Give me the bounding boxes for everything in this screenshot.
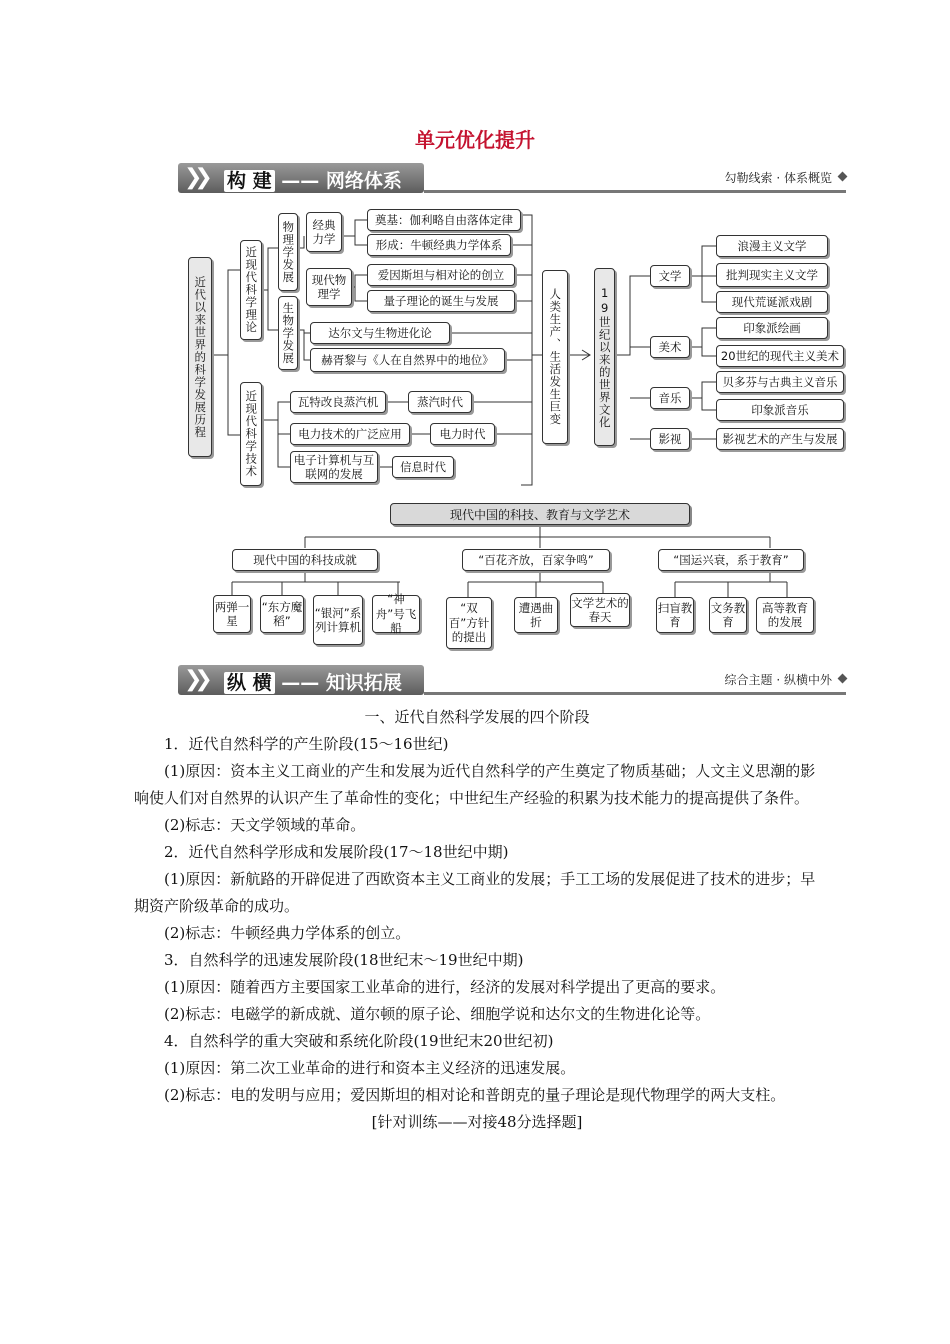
map-root-science-history: 近代以来世界的科学发展历程: [188, 257, 212, 457]
map-leaf-absurd-drama: 现代荒诞派戏剧: [716, 291, 828, 313]
map2-leaf-literacy: 扫盲教育: [656, 597, 694, 633]
page-title: 单元优化提升: [415, 128, 535, 152]
banner-lead: 构 建: [224, 170, 275, 192]
map2-leaf-magic-rice: “东方魔稻”: [260, 595, 304, 633]
double-chevron-icon: ❯❯: [184, 165, 205, 190]
map-leaf-electric-age: 电力时代: [430, 423, 495, 445]
map-node-modern-physics: 现代物理学: [306, 268, 352, 306]
banner-rest: —— 网络体系: [281, 170, 402, 192]
body-text: [134, 704, 820, 1136]
diamond-icon: [838, 674, 848, 684]
map-leaf-darwin: 达尔文与生物进化论: [310, 322, 450, 344]
map-leaf-romanticism: 浪漫主义文学: [716, 235, 828, 257]
map-node-classical-mechanics: 经典力学: [306, 212, 342, 252]
stage-2-sign: (2)标志：牛顿经典力学体系的创立。: [164, 924, 411, 942]
stage-1-title: 1．近代自然科学的产生阶段(15～16世纪): [164, 735, 449, 753]
map-node-modern-tech: 近现代科学技术: [240, 382, 262, 486]
stage-3-sign: (2)标志：电磁学的新成就、道尔顿的原子论、细胞学说和达尔文的生物进化论等。: [164, 1005, 711, 1023]
map-leaf-beethoven: 贝多芬与古典主义音乐: [716, 371, 844, 393]
map-leaf-steam-age: 蒸汽时代: [408, 391, 472, 413]
map-node-life-change: 人类生产、生活发生巨变: [542, 270, 568, 444]
banner-rest: —— 知识拓展: [281, 672, 402, 694]
map-leaf-watt: 瓦特改良蒸汽机: [290, 391, 386, 413]
map-leaf-info-age: 信息时代: [392, 456, 454, 478]
stage-4-cause: (1)原因：第二次工业革命的进行和资本主义经济的迅速发展。: [164, 1059, 576, 1077]
map2-leaf-yinhe-computer: “银河”系列计算机: [313, 595, 363, 645]
map-leaf-huxley: 赫胥黎与《人在自然界中的地位》: [310, 348, 505, 372]
map-node-modern-theory: 近现代科学理论: [240, 240, 262, 340]
map-leaf-computer-internet: 电子计算机与互联网的发展: [290, 451, 378, 483]
map-node-world-culture: 19世纪以来的世界文化: [594, 268, 615, 446]
map-leaf-realism: 批判现实主义文学: [716, 263, 828, 287]
map2-leaf-setbacks: 遭遇曲折: [514, 597, 558, 633]
banner-rule: [424, 692, 846, 695]
map-leaf-galileo: 奠基：伽利略自由落体定律: [367, 209, 521, 231]
stage-2-cause: (1)原因：新航路的开辟促进了西欧资本主义工商业的发展；手工工场的发展促进了技术的进步；早期资产阶级革命的成功。: [134, 870, 816, 915]
map2-group-hundred-flowers: “百花齐放，百家争鸣”: [462, 549, 610, 571]
map-node-biology: 生物学发展: [278, 296, 298, 370]
map2-group-education: “国运兴衰，系于教育”: [658, 549, 804, 571]
banner-label-box: [178, 665, 424, 695]
banner-lead: 纵 横: [224, 672, 275, 694]
map-leaf-impressionist-painting: 印象派绘画: [716, 317, 828, 339]
practice-footer: [针对训练——对接48分选择题]: [371, 1113, 583, 1131]
map-leaf-impressionist-music: 印象派音乐: [716, 399, 844, 421]
map-node-literature: 文学: [650, 265, 690, 287]
map-leaf-film-art: 影视艺术的产生与发展: [716, 428, 844, 450]
banner-subtitle: 勾勒线索 · 体系概览: [724, 171, 832, 185]
stage-1-cause: (1)原因：资本主义工商业的产生和发展为近代自然科学的产生奠定了物质基础；人文主义思潮的影响使人们对自然界的认识产生了革命性的变化；中世纪生产经验的积累为技术能力的提高提供了条件。: [134, 762, 816, 807]
map-node-film: 影视: [650, 428, 690, 450]
map2-leaf-shenzhou: “神舟”号飞船: [372, 595, 420, 633]
map2-leaf-double-hundred: “双百”方针的提出: [446, 597, 492, 649]
map-leaf-einstein: 爱因斯坦与相对论的创立: [367, 264, 515, 286]
double-chevron-icon: ❯❯: [184, 667, 205, 692]
map-node-fine-art: 美术: [650, 336, 690, 358]
map-leaf-electric-tech: 电力技术的广泛应用: [290, 423, 410, 445]
map2-leaf-compulsory-edu: 文务教育: [709, 597, 747, 633]
stage-4-sign: (2)标志：电的发明与应用；爱因斯坦的相对论和普朗克的量子理论是现代物理学的两大支柱。: [164, 1086, 786, 1104]
stage-3-title: 3．自然科学的迅速发展阶段(18世纪末～19世纪中期): [164, 951, 524, 969]
section-heading: 一、近代自然科学发展的四个阶段: [364, 708, 590, 726]
banner-subtitle: 综合主题 · 纵横中外: [724, 673, 832, 687]
map2-leaf-higher-edu: 高等教育的发展: [756, 597, 814, 633]
map2-group-tech-achievements: 现代中国的科技成就: [232, 549, 378, 571]
section-banner-knowledge: [178, 665, 846, 695]
stage-1-sign: (2)标志：天文学领域的革命。: [164, 816, 366, 834]
map-node-physics: 物理学发展: [278, 213, 298, 291]
map-leaf-quantum: 量子理论的诞生与发展: [367, 290, 515, 312]
stage-4-title: 4．自然科学的重大突破和系统化阶段(19世纪末20世纪初): [164, 1032, 554, 1050]
map-leaf-newton: 形成：牛顿经典力学体系: [367, 234, 511, 256]
map2-leaf-spring-of-arts: 文学艺术的春天: [570, 593, 630, 627]
map2-root: 现代中国的科技、教育与文学艺术: [390, 503, 690, 525]
map-leaf-modernist-art: 20世纪的现代主义美术: [716, 345, 844, 367]
stage-2-title: 2．近代自然科学形成和发展阶段(17～18世纪中期): [164, 843, 509, 861]
map-node-music: 音乐: [650, 387, 690, 409]
map2-leaf-two-bombs: 两弹一星: [213, 595, 251, 633]
stage-3-cause: (1)原因：随着西方主要国家工业革命的进行，经济的发展对科学提出了更高的要求。: [164, 978, 726, 996]
